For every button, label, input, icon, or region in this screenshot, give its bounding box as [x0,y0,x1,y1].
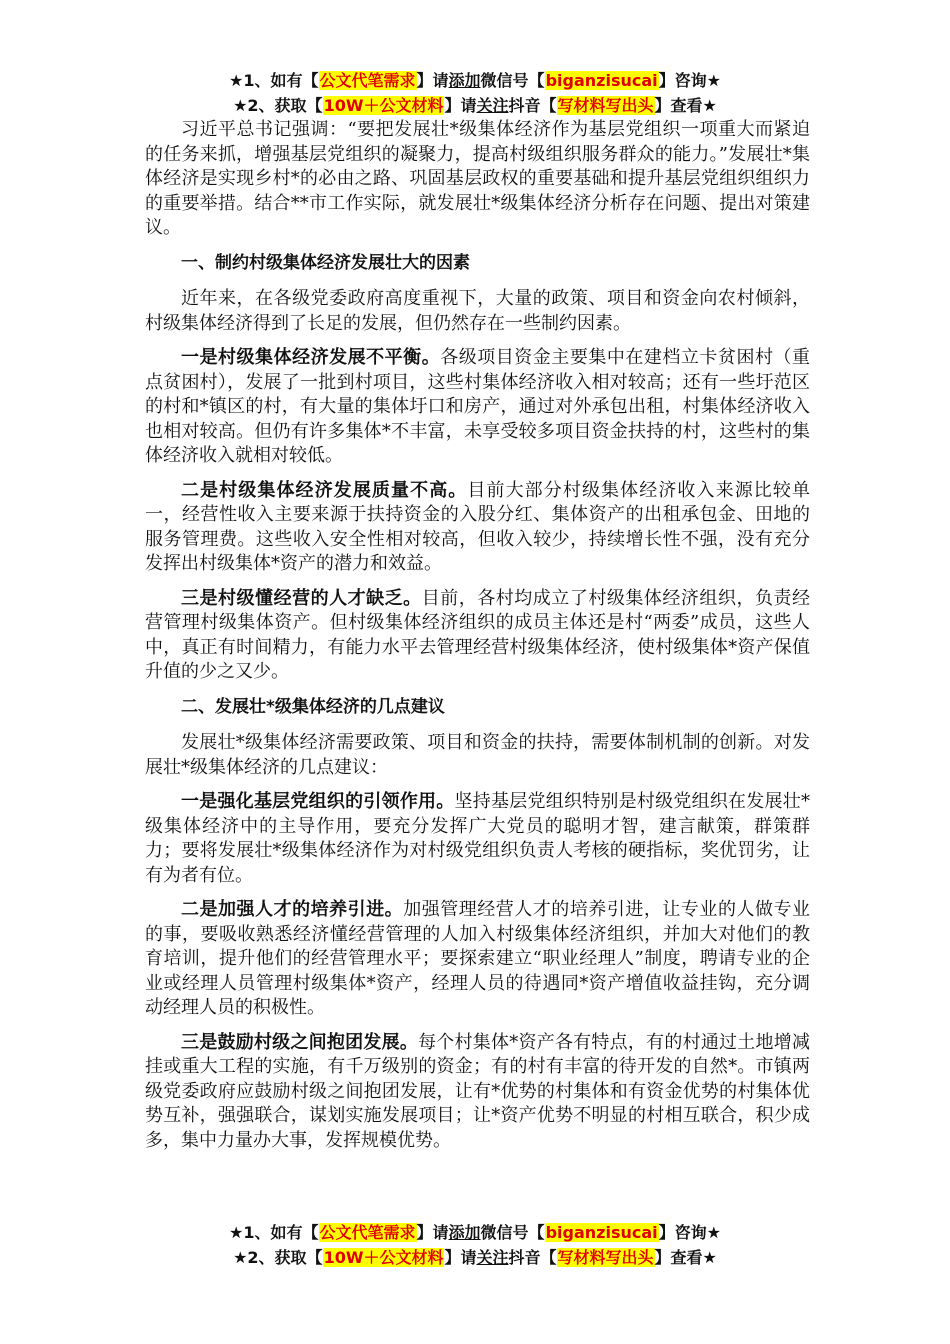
banner-text: 微信号【 [480,71,545,90]
banner-text: 微信号【 [480,1223,545,1242]
highlight-materials: 10W＋公文材料 [323,1248,444,1267]
point-text: 目前，各村均成立了村级集体经济组织，负责经营管理村级集体资产。但村级集体经济组织的成员主体还是村“两委”成员，这些人中，真正有时间精力，有能力水平去管理经营村级集体经济，使村级集体*资产保值升值的少之又少。 [145,587,811,682]
banner-text: ★1、如有【 [229,71,319,90]
section-1-point-2 [145,479,810,577]
point-text: 目前大部分村级集体经济收入来源比较单一，经营性收入主要来源于扶持资金的入股分红、集体资产的出租承包金、田地的服务管理费。这些收入安全性相对较高，但收入较少，持续增长性不强，没有充分发挥出村级集体*资产的潜力和效益。 [145,479,810,574]
highlight-wechat-id: biganzisucai [545,1223,658,1242]
section-2-point-1 [145,790,810,888]
article-body [145,118,810,1163]
banner-text: ★2、获取【 [233,96,323,115]
banner-text: 】请 [416,71,449,90]
highlight-service: 公文代笔需求 [319,1223,416,1242]
underline-text: 添加 [448,1223,481,1242]
banner-line-2 [0,1245,950,1270]
section-1-lead: 近年来，在各级党委政府高度重视下，大量的政策、项目和资金向农村倾斜，村级集体经济得到了长足的发展，但仍然存在一些制约因素。 [145,288,810,334]
section-2-point-2 [145,898,810,1021]
banner-text: 】查看★ [654,1248,717,1267]
banner-line-2 [0,93,950,118]
highlight-wechat-id: biganzisucai [545,71,658,90]
banner-text: 】查看★ [654,96,717,115]
point-title: 三是鼓励村级之间抱团发展。 [181,1031,419,1053]
section-1-heading: 一、制约村级集体经济发展壮大的因素 [181,252,470,273]
highlight-service: 公文代笔需求 [319,71,416,90]
point-text: 每个村集体*资产各有特点，有的村通过土地增减挂或重大工程的实施，有千万级别的资金；有的村有丰富的待开发的自然*。市镇两级党委政府应鼓励村级之间抱团发展，让有*优势的村集体和有资金优势的村集体优势互补，强强联合，谋划实施发展项目；让*资产优势不明显的村相互联合，积少成多，集中力量办大事，发挥规模优势。 [145,1031,811,1151]
bottom-banner [0,1220,950,1270]
banner-line-1 [0,1220,950,1245]
banner-text: 抖音【 [508,96,557,115]
banner-text: 】咨询★ [658,1223,721,1242]
section-2-lead: 发展壮*级集体经济需要政策、项目和资金的扶持，需要体制机制的创新。对发展壮*级集体经济的几点建议： [145,732,810,778]
highlight-douyin-id: 写材料写出头 [557,1248,654,1267]
point-title: 一是村级集体经济发展不平衡。 [181,347,441,368]
underline-text: 关注 [476,1248,509,1267]
section-2-point-3 [145,1031,810,1154]
banner-text: 抖音【 [508,1248,557,1267]
point-title: 三是村级懂经营的人才缺乏。 [181,587,422,609]
point-text: 坚持基层党组织特别是村级党组织在发展壮*级集体经济中的主导作用，要充分发挥广大党员的聪明才智，建言献策，群策群力；要将发展壮*级集体经济作为对村级党组织负责人考核的硬指标，奖优罚劣，让有为者有位。 [145,791,810,886]
banner-line-1 [0,68,950,93]
banner-text: 】请 [444,96,477,115]
section-1-point-3 [145,587,810,685]
banner-text: ★1、如有【 [229,1223,319,1242]
banner-text: 】咨询★ [658,71,721,90]
intro-paragraph: 习近平总书记强调：“要把发展壮*级集体经济作为基层党组织一项重大而紧迫的任务来抓，增强基层党组织的凝聚力，提高村级组织服务群众的能力。”发展壮*集体经济是实现乡村*的必由之路、巩固基层政权的重要基础和提升基层党组织组织力的重要举措。结合**市工作实际，就发展壮*级集体经济分析存在问题、提出对策建议。 [145,119,810,238]
point-title: 一是强化基层党组织的引领作用。 [181,791,455,812]
banner-text: 】请 [444,1248,477,1267]
underline-text: 添加 [448,71,481,90]
top-banner [0,68,950,118]
banner-text: 】请 [416,1223,449,1242]
underline-text: 关注 [476,96,509,115]
section-1-point-1 [145,346,810,469]
point-text: 加强管理经营人才的培养引进，让专业的人做专业的事，要吸收熟悉经济懂经营管理的人加入村级集体经济组织，并加大对他们的教育培训，提升他们的经营管理水平；要探索建立“职业经理人”制度，聘请专业的企业或经理人员管理村级集体*资产，经理人员的待遇同*资产增值收益挂钩，充分调动经理人员的积极性。 [145,899,811,1018]
point-text: 各级项目资金主要集中在建档立卡贫困村（重点贫困村），发展了一批到村项目，这些村集体经济收入相对较高；还有一些圩范区的村和*镇区的村，有大量的集体圩口和房产，通过对外承包出租，村集体经济收入也相对较高。但仍有许多集体*不丰富，未享受较多项目资金扶持的村，这些村的集体经济收入就相对较低。 [145,347,811,466]
highlight-douyin-id: 写材料写出头 [557,96,654,115]
point-title: 二是加强人才的培养引进。 [181,899,404,920]
banner-text: ★2、获取【 [233,1248,323,1267]
highlight-materials: 10W＋公文材料 [323,96,444,115]
section-2-heading: 二、发展壮*级集体经济的几点建议 [181,696,445,717]
point-title: 二是村级集体经济发展质量不高。 [181,479,468,501]
